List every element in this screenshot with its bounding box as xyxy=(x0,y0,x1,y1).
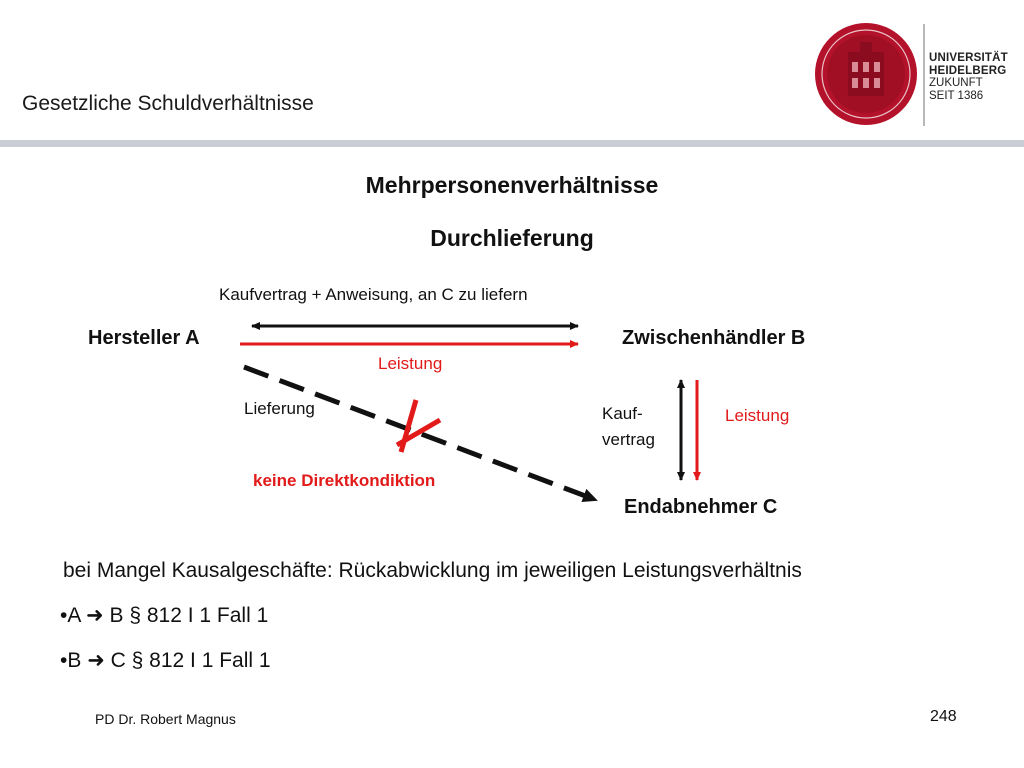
wordmark-line-3: ZUKUNFT xyxy=(929,77,983,89)
wordmark-line-1: UNIVERSITÄT xyxy=(929,52,1008,64)
header-title: Gesetzliche Schuldverhältnisse xyxy=(22,92,314,115)
leistung-bc-label: Leistung xyxy=(725,406,790,425)
arrow-right-icon: ➜ xyxy=(87,649,105,672)
bullet-item-1-prefix: •A xyxy=(60,604,81,627)
footer-author: PD Dr. Robert Magnus xyxy=(95,711,236,727)
lieferung-label: Lieferung xyxy=(244,399,315,418)
arrow-right-icon: ➜ xyxy=(86,604,104,627)
contract-ab-label: Kaufvertrag + Anweisung, an C zu liefern xyxy=(219,285,528,304)
slide-title: Mehrpersonenverhältnisse xyxy=(365,172,659,198)
leistung-ab-label: Leistung xyxy=(378,354,443,373)
bullet-item-2-text: C § 812 I 1 Fall 1 xyxy=(110,649,271,672)
slide-subtitle: Durchlieferung xyxy=(430,225,594,251)
no-direct-claim-label: keine Direktkondiktion xyxy=(253,471,436,490)
wordmark-line-4: SEIT 1386 xyxy=(929,89,984,102)
bullet-item-2 xyxy=(60,648,271,673)
party-b-label: Zwischenhändler B xyxy=(622,327,806,349)
wordmark-line-2: HEIDELBERG xyxy=(929,64,1007,77)
kaufvertrag-bc-label-line2: vertrag xyxy=(602,430,655,449)
party-c-label: Endabnehmer C xyxy=(624,496,778,518)
page-number: 248 xyxy=(930,708,957,725)
kaufvertrag-bc-label-line1: Kauf- xyxy=(602,404,643,423)
party-a-label: Hersteller A xyxy=(88,327,200,349)
body-intro: bei Mangel Kausalgeschäfte: Rückabwicklung im jeweiligen Leistungsverhältnis xyxy=(63,559,802,582)
bullet-item-1-text: B § 812 I 1 Fall 1 xyxy=(109,604,269,627)
bullet-item-1 xyxy=(60,603,268,628)
bullet-item-2-prefix: •B xyxy=(60,649,82,672)
